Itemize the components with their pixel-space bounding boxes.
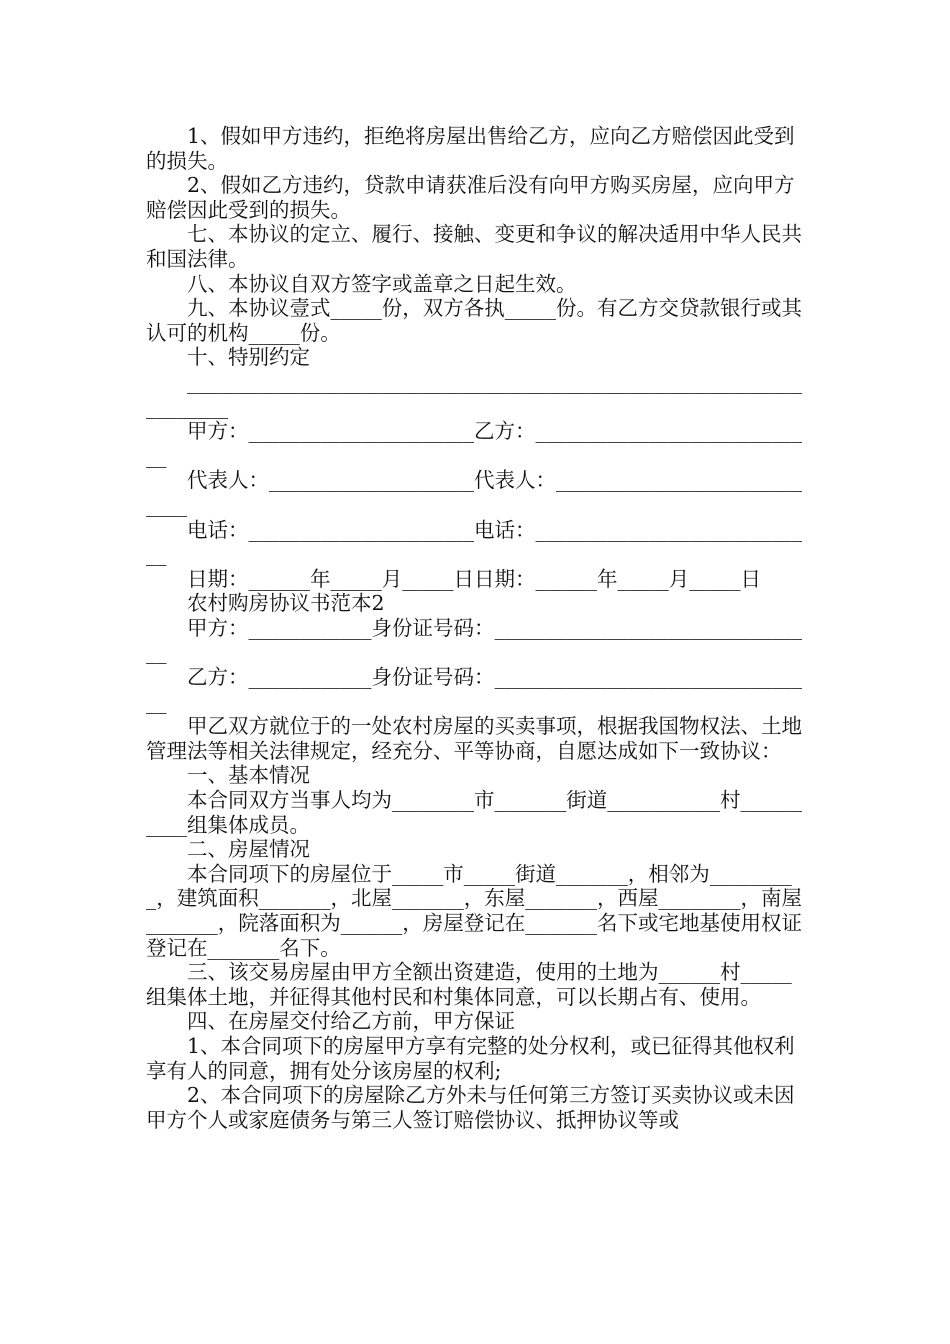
heading-basic-info: 一、基本情况 — [187, 763, 310, 788]
paragraph-clause-7: 七、本协议的定立、履行、接触、变更和争议的解决适用中华人民共和国法律。 — [146, 222, 802, 271]
paragraph-breach-party-b: 2、假如乙方违约，贷款申请获准后没有向甲方购买房屋，应向甲方赔偿因此受到的损失。 — [146, 173, 795, 222]
heading-clause-4: 四、在房屋交付给乙方前，甲方保证 — [187, 1009, 515, 1034]
paragraph-clause-9: 九、本协议壹式_____份，双方各执_____份。有乙方交贷款银行或其认可的机构_____份。 — [146, 296, 802, 345]
paragraph-basic-info: 本合同双方当事人均为________市_______街道___________村__________组集体成员。 — [146, 788, 802, 837]
heading-house-info: 二、房屋情况 — [187, 837, 310, 862]
paragraph-clause-10: 十、特别约定 — [187, 345, 310, 370]
sample-2-title: 农村购房协议书范本2 — [187, 591, 385, 616]
document-body — [146, 124, 808, 1132]
paragraph-house-info: 本合同项下的房屋位于_____市_____街道_______，相邻为_________，建筑面积_______，北屋_______，东屋_______，西屋________，南屋_______，院落面积为______，房屋登记在_______名下或宅地基使用权证登记在_______名下。 — [146, 861, 802, 960]
paragraph-guarantee-1: 1、本合同项下的房屋甲方享有完整的处分权利，或已征得其他权利享有人的同意，拥有处分该房屋的权利; — [146, 1033, 795, 1083]
paragraph-clause-8: 八、本协议自双方签字或盖章之日起生效。 — [187, 271, 577, 296]
paragraph-guarantee-2: 2、本合同项下的房屋除乙方外未与任何第三方签订买卖协议或未因甲方个人或家庭债务与第三人签订赔偿协议、抵押协议等或 — [146, 1083, 795, 1132]
paragraph-clause-3: 三、该交易房屋由甲方全额出资建造，使用的土地为______村_____组集体土地，并征得其他村民和村集体同意，可以长期占有、使用。 — [146, 960, 792, 1009]
party-b-id-line: 乙方：____________身份证号码：________________________________ — [146, 665, 802, 714]
signature-date-line: 日期：______年_____月_____日日期：______年_____月_____日 — [187, 566, 761, 591]
party-a-id-line: 甲方：____________身份证号码：________________________________ — [146, 615, 802, 665]
paragraph-breach-party-a: 1、假如甲方违约，拒绝将房屋出售给乙方，应向乙方赔偿因此受到的损失。 — [146, 124, 795, 173]
signature-party-line: 甲方：______________________乙方：____________________________ — [146, 419, 802, 468]
signature-phone-line: 电话：______________________电话：____________________________ — [146, 517, 802, 567]
paragraph-preamble: 甲乙双方就位于的一处农村房屋的买卖事项，根据我国物权法、土地管理法等相关法律规定，经充分、平等协商，自愿达成如下一致协议： — [146, 714, 802, 763]
signature-representative-line: 代表人：____________________代表人：____________________________ — [146, 468, 802, 517]
blank-special-terms-line: ____________________________________________________________________ — [146, 369, 802, 419]
